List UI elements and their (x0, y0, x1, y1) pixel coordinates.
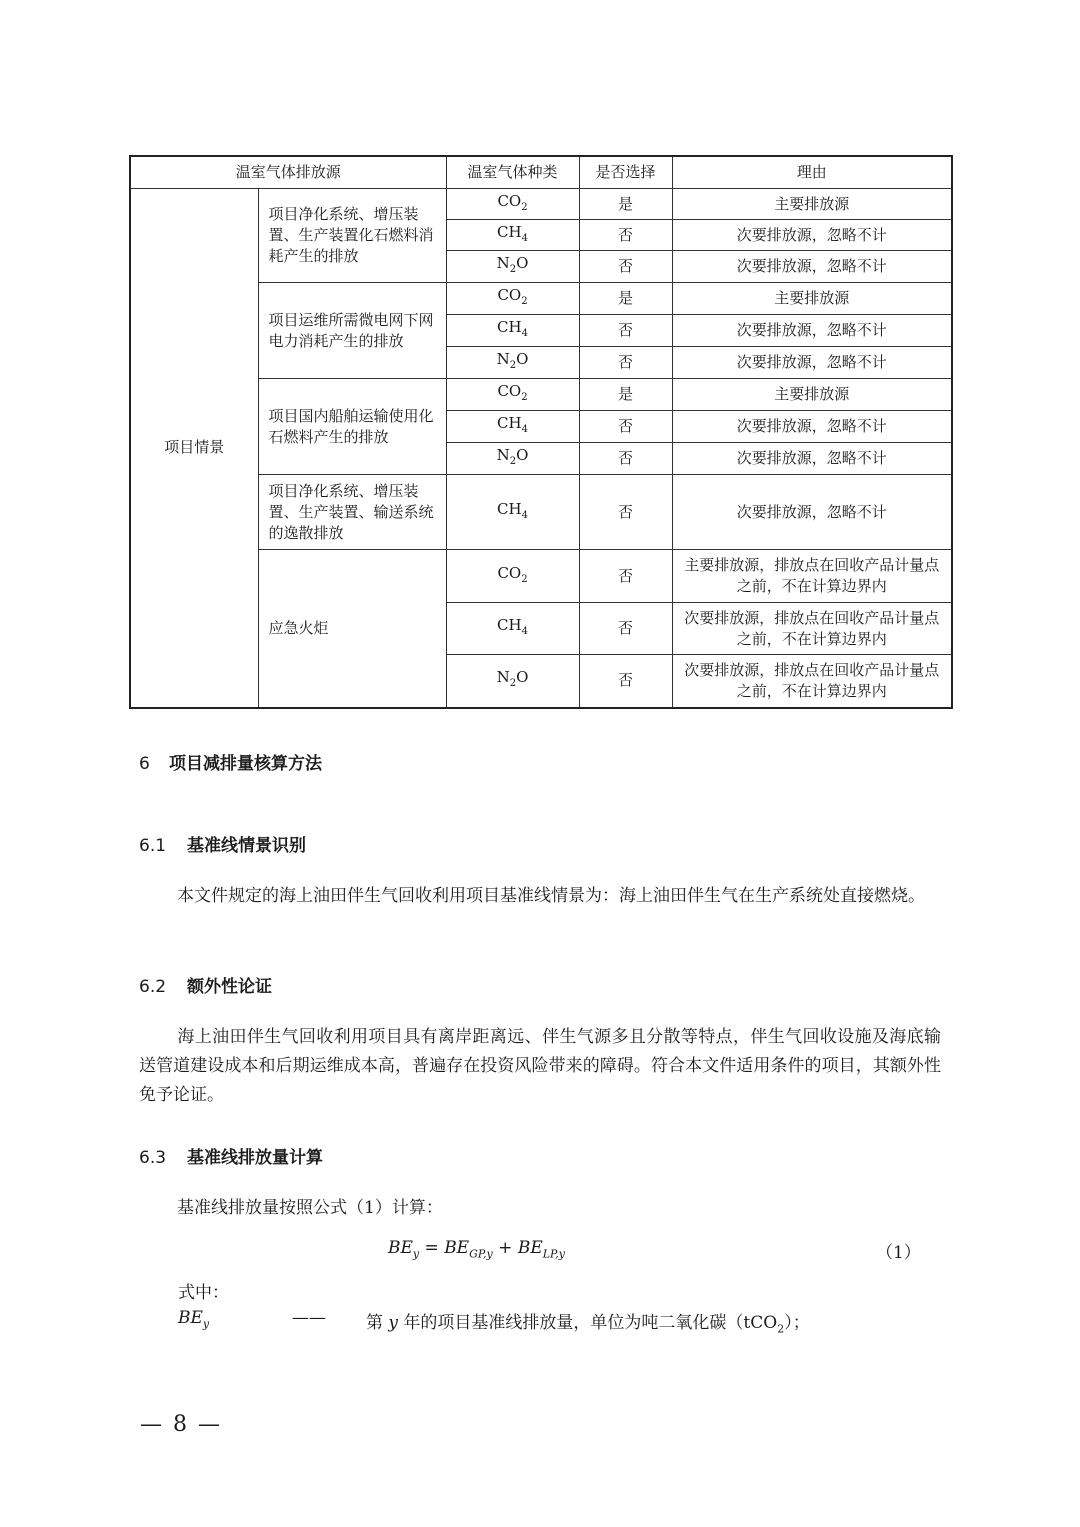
section-number: 6.3 (139, 1148, 167, 1168)
emission-source-cell: 项目净化系统、增压装置、生产装置、输送系统的逸散排放 (258, 475, 446, 550)
gas-subscript: 2 (521, 392, 528, 403)
reason-cell: 次要排放源，忽略不计 (672, 411, 952, 443)
formula-term-2-sub: LP,y (542, 1247, 565, 1261)
emission-source-cell: 项目净化系统、增压装置、生产装置化石燃料消耗产生的排放 (258, 189, 446, 283)
gas-type-cell (446, 655, 579, 708)
selected-cell: 否 (579, 475, 672, 550)
selected-cell: 是 (579, 189, 672, 220)
gas-type-cell (446, 475, 579, 550)
gas-subscript: 4 (521, 232, 528, 244)
table-header-row (130, 156, 952, 189)
gas-type-cell (446, 189, 579, 220)
formula-term-1: BE (444, 1238, 470, 1258)
selected-cell: 否 (579, 603, 672, 655)
section-number: 6.1 (139, 836, 167, 856)
gas-formula: CO (497, 191, 522, 210)
reason-cell: 次要排放源，忽略不计 (672, 315, 952, 347)
gas-type-cell (446, 283, 579, 315)
desc-part: ）； (784, 1313, 810, 1333)
selected-cell: 否 (579, 550, 672, 603)
gas-type-cell (446, 315, 579, 347)
gas-formula-tail: O (516, 350, 529, 368)
gas-subscript: 2 (509, 456, 517, 467)
section-6-3-intro (139, 1194, 941, 1223)
page-number: — 8 — (140, 1412, 222, 1437)
desc-part: 第 (366, 1313, 389, 1333)
gas-formula: CO (497, 563, 522, 582)
formula-term-2: BE (517, 1238, 543, 1258)
formula-lhs: BE (388, 1238, 413, 1258)
selected-cell: 是 (579, 283, 672, 315)
gas-subscript: 2 (509, 678, 517, 690)
selected-cell: 是 (579, 379, 672, 411)
desc-part: 年的项目基准线排放量，单位为吨二氧化碳（tCO (398, 1313, 778, 1333)
header-gas-type: 温室气体种类 (446, 156, 579, 189)
selected-cell: 否 (579, 251, 672, 283)
gas-type-cell (446, 251, 579, 283)
reason-cell: 主要排放源 (672, 189, 952, 220)
paragraph-text: 本文件规定的海上油田伴生气回收利用项目基准线情景为：海上油田伴生气在生产系统处直接燃烧。 (177, 886, 925, 906)
gas-subscript: 4 (521, 509, 528, 521)
desc-variable: y (388, 1313, 399, 1333)
reason-cell: 主要排放源 (672, 379, 952, 411)
gas-subscript: 4 (521, 328, 528, 339)
symbol-sub: y (202, 1317, 210, 1331)
gas-type-cell (446, 379, 579, 411)
gas-formula: N (496, 350, 510, 368)
header-source: 温室气体排放源 (130, 156, 446, 189)
formula-1 (388, 1238, 565, 1260)
section-6-3-heading (139, 1143, 323, 1168)
where-dash: —— (292, 1308, 326, 1328)
gas-formula: N (496, 254, 510, 272)
reason-cell: 主要排放源 (672, 283, 952, 315)
gas-type-cell (446, 220, 579, 251)
gas-subscript: 2 (521, 296, 528, 307)
reason-cell: 次要排放源，忽略不计 (672, 443, 952, 475)
symbol-text: BE (178, 1308, 203, 1328)
emission-source-cell: 应急火炬 (258, 550, 446, 708)
section-title: 基准线情景识别 (187, 836, 306, 856)
scenario-cell: 项目情景 (130, 189, 258, 708)
emission-source-cell: 项目运维所需微电网下网电力消耗产生的排放 (258, 283, 446, 379)
gas-type-cell (446, 603, 579, 655)
section-6-heading (139, 749, 322, 774)
gas-formula: N (496, 668, 510, 687)
section-6-2-heading (139, 972, 272, 997)
reason-cell: 次要排放源，排放点在回收产品计量点之前，不在计算边界内 (672, 603, 952, 655)
header-reason: 理由 (672, 156, 952, 189)
gas-subscript: 2 (509, 360, 517, 371)
emission-source-cell: 项目国内船舶运输使用化石燃料产生的排放 (258, 379, 446, 475)
gas-formula: CH (497, 318, 522, 336)
section-6-1-heading (139, 831, 306, 856)
selected-cell: 否 (579, 347, 672, 379)
reason-cell: 次要排放源，忽略不计 (672, 347, 952, 379)
reason-cell: 次要排放源，忽略不计 (672, 251, 952, 283)
section-6-2-paragraph (139, 1023, 941, 1110)
section-number: 6 (139, 754, 150, 774)
paragraph-text: 基准线排放量按照公式（1）计算： (177, 1198, 443, 1218)
table-row (130, 189, 952, 220)
reason-cell: 主要排放源，排放点在回收产品计量点之前，不在计算边界内 (672, 550, 952, 603)
ghg-source-table (129, 155, 953, 709)
reason-cell: 次要排放源，忽略不计 (672, 475, 952, 550)
gas-type-cell (446, 550, 579, 603)
equation-number: （1） (876, 1243, 921, 1263)
gas-formula: CH (497, 222, 522, 241)
selected-cell: 否 (579, 411, 672, 443)
formula-lhs-sub: y (412, 1247, 420, 1261)
gas-subscript: 4 (521, 424, 528, 435)
selected-cell: 否 (579, 220, 672, 251)
gas-formula: CH (497, 499, 522, 518)
gas-formula-tail: O (516, 668, 529, 687)
table-body (130, 189, 952, 708)
gas-subscript: 4 (521, 626, 528, 637)
gas-type-cell (446, 443, 579, 475)
gas-subscript: 2 (509, 264, 517, 275)
gas-subscript: 2 (521, 201, 528, 213)
reason-cell: 次要排放源，忽略不计 (672, 220, 952, 251)
section-6-1-paragraph (139, 882, 941, 911)
selected-cell: 否 (579, 315, 672, 347)
formula-plus: + (492, 1238, 518, 1258)
where-description (366, 1308, 810, 1335)
gas-subscript: 2 (521, 573, 528, 585)
desc-sub: 2 (777, 1322, 785, 1336)
reason-cell: 次要排放源，排放点在回收产品计量点之前，不在计算边界内 (672, 655, 952, 708)
gas-formula: CH (497, 616, 522, 634)
gas-formula: CO (497, 286, 522, 304)
section-title: 基准线排放量计算 (187, 1148, 323, 1168)
section-title: 项目减排量核算方法 (169, 754, 322, 774)
selected-cell: 否 (579, 443, 672, 475)
gas-formula: N (496, 446, 510, 464)
formula-term-1-sub: GP,y (469, 1247, 493, 1261)
section-title: 额外性论证 (187, 977, 272, 997)
gas-formula-tail: O (516, 254, 529, 272)
selected-cell: 否 (579, 655, 672, 708)
section-number: 6.2 (139, 977, 167, 997)
gas-formula: CO (497, 382, 522, 400)
paragraph-text: 海上油田伴生气回收利用项目具有离岸距离远、伴生气源多且分散等特点，伴生气回收设施及海底输送管道建设成本和后期运维成本高，普遍存在投资风险带来的障碍。符合本文件适用条件的项目，其额外性免予论证。 (139, 1027, 941, 1105)
gas-formula-tail: O (516, 446, 529, 464)
gas-formula: CH (497, 414, 522, 432)
header-selected: 是否选择 (579, 156, 672, 189)
gas-type-cell (446, 347, 579, 379)
where-label: 式中： (178, 1283, 229, 1303)
formula-equals: = (419, 1238, 445, 1258)
gas-type-cell (446, 411, 579, 443)
where-symbol (178, 1308, 209, 1330)
